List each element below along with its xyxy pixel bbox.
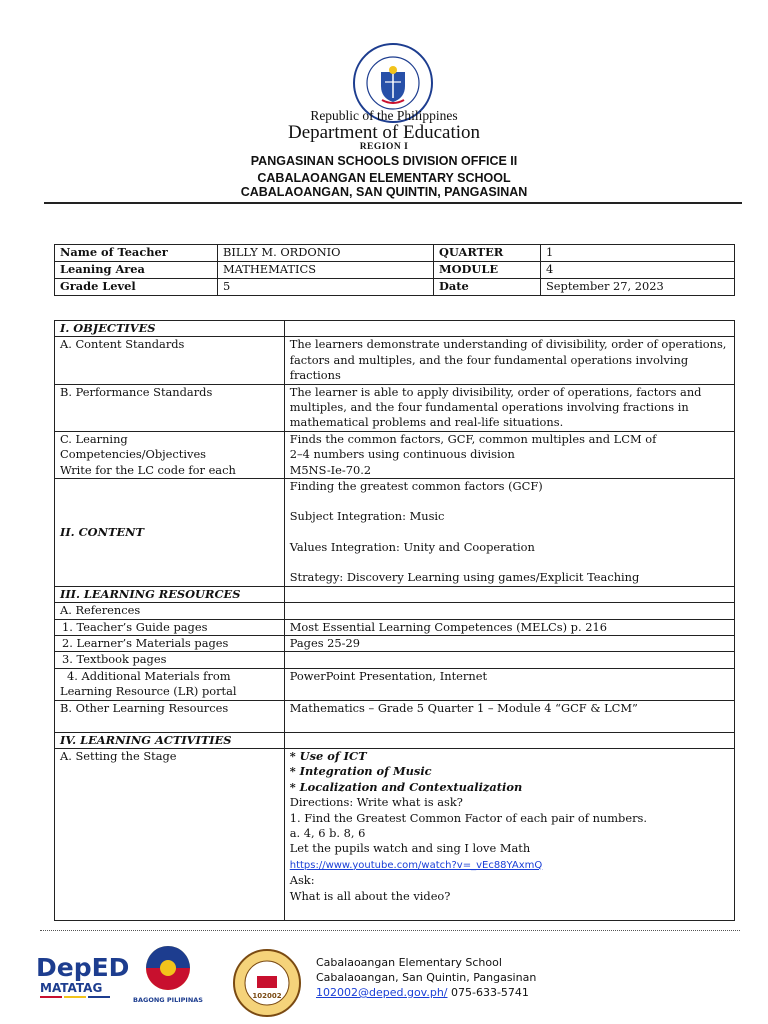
footer-school-name: Cabalaoangan Elementary School <box>316 956 502 969</box>
resources-heading: III. LEARNING RESOURCES <box>55 586 285 602</box>
performance-standards-value: The learner is able to apply divisibility, order of operations, factors and multiples, and the four fundamental operations involving fractions in mathematical problems and real-life situations. <box>284 384 734 431</box>
teacher-label: Name of Teacher <box>55 245 218 262</box>
table-row <box>55 603 735 619</box>
bagong-pilipinas-logo <box>132 944 204 1006</box>
competencies-value: Finds the common factors, GCF, common multiples and LCM of 2–4 numbers using continuous division M5NS-Ie-70.2 <box>284 431 734 478</box>
footer-email-link[interactable]: 102002@deped.gov.ph/ <box>316 986 448 999</box>
module-label: MODULE <box>434 262 541 279</box>
learners-materials-label: 2. Learner’s Materials pages <box>55 635 285 651</box>
table-row <box>55 479 735 587</box>
references-label: A. References <box>55 603 285 619</box>
table-row <box>55 635 735 651</box>
svg-text:BAGONG PILIPINAS: BAGONG PILIPINAS <box>133 996 203 1004</box>
additional-materials-value: PowerPoint Presentation, Internet <box>284 668 734 700</box>
table-row <box>55 748 735 920</box>
performance-standards-label: B. Performance Standards <box>55 384 285 431</box>
other-resources-value: Mathematics – Grade 5 Quarter 1 – Module 4 “GCF & LCM” <box>284 700 734 732</box>
table-row <box>55 700 735 732</box>
objectives-heading: I. OBJECTIVES <box>55 321 285 337</box>
division-heading: PANGASINAN SCHOOLS DIVISION OFFICE II <box>250 154 518 168</box>
content-standards-label: A. Content Standards <box>55 337 285 384</box>
table-row <box>55 732 735 748</box>
grade-label: Grade Level <box>55 279 218 296</box>
teachers-guide-value: Most Essential Learning Competences (MELCs) p. 216 <box>284 619 734 635</box>
region-heading: REGION I <box>359 142 409 152</box>
republic-heading: Republic of the Philippines <box>310 108 458 123</box>
activities-heading: IV. LEARNING ACTIVITIES <box>55 732 285 748</box>
youtube-video-link[interactable]: https://www.youtube.com/watch?v=_vEc88YAxmQ <box>289 859 543 871</box>
quarter-label: QUARTER <box>434 245 541 262</box>
quarter-value: 1 <box>541 245 735 262</box>
setting-stage-label: A. Setting the Stage <box>55 748 285 920</box>
school-seal-logo <box>232 948 302 1018</box>
table-row <box>55 668 735 700</box>
footer-phone: 075-633-5741 <box>447 986 529 999</box>
table-row <box>55 586 735 602</box>
footer-divider <box>40 930 740 931</box>
competencies-label: C. Learning Competencies/Objectives Write for the LC code for each <box>55 431 285 478</box>
area-label: Leaning Area <box>55 262 218 279</box>
department-heading: Department of Education <box>287 122 481 143</box>
table-row <box>55 279 735 296</box>
svg-text:MATATAG: MATATAG <box>40 981 103 995</box>
svg-text:DepED: DepED <box>36 953 130 982</box>
deped-matatag-logo <box>34 946 130 1004</box>
teachers-guide-label: 1. Teacher’s Guide pages <box>55 619 285 635</box>
table-row <box>55 337 735 384</box>
table-row <box>55 619 735 635</box>
table-row <box>55 321 735 337</box>
date-value: September 27, 2023 <box>541 279 735 296</box>
header-divider <box>44 202 742 204</box>
additional-materials-label: 4. Additional Materials from Learning Resource (LR) portal <box>55 668 285 700</box>
area-value: MATHEMATICS <box>218 262 434 279</box>
teacher-info-table <box>54 244 735 296</box>
teacher-value: BILLY M. ORDONIO <box>218 245 434 262</box>
setting-stage-value: * Use of ICT * Integration of Music * Localization and Contextualization Directions: Write what is ask? 1. Find the Greatest Common Factor of each pair of numbers. a. 4, 6 b. 8, 6 Let the pupils watch and sing I love Math https://www.youtube.com/watch?v=_vEc88YAxmQ Ask: What is all about the video? <box>284 748 734 920</box>
school-heading: CABALAOANGAN ELEMENTARY SCHOOL <box>257 171 511 185</box>
content-heading: II. CONTENT <box>55 479 285 587</box>
school-address-heading: CABALAOANGAN, SAN QUINTIN, PANGASINAN <box>240 185 528 199</box>
other-resources-label: B. Other Learning Resources <box>55 700 285 732</box>
content-value: Finding the greatest common factors (GCF) Subject Integration: Music Values Integration: Unity and Cooperation Strategy: Discovery Learning using games/Explicit Teaching <box>284 479 734 587</box>
svg-text:102002: 102002 <box>252 992 282 1000</box>
date-label: Date <box>434 279 541 296</box>
content-standards-value: The learners demonstrate understanding of divisibility, order of operations, factors and multiples, and the four fundamental operations involving fractions <box>284 337 734 384</box>
table-row <box>55 245 735 262</box>
footer-contact <box>316 985 529 1000</box>
table-row <box>55 431 735 478</box>
table-row <box>55 262 735 279</box>
learners-materials-value: Pages 25-29 <box>284 635 734 651</box>
footer-school-address: Cabalaoangan, San Quintin, Pangasinan <box>316 971 537 984</box>
module-value: 4 <box>541 262 735 279</box>
textbook-label: 3. Textbook pages <box>55 652 285 668</box>
table-row <box>55 384 735 431</box>
table-row <box>55 652 735 668</box>
grade-value: 5 <box>218 279 434 296</box>
lesson-plan-table <box>54 320 735 921</box>
